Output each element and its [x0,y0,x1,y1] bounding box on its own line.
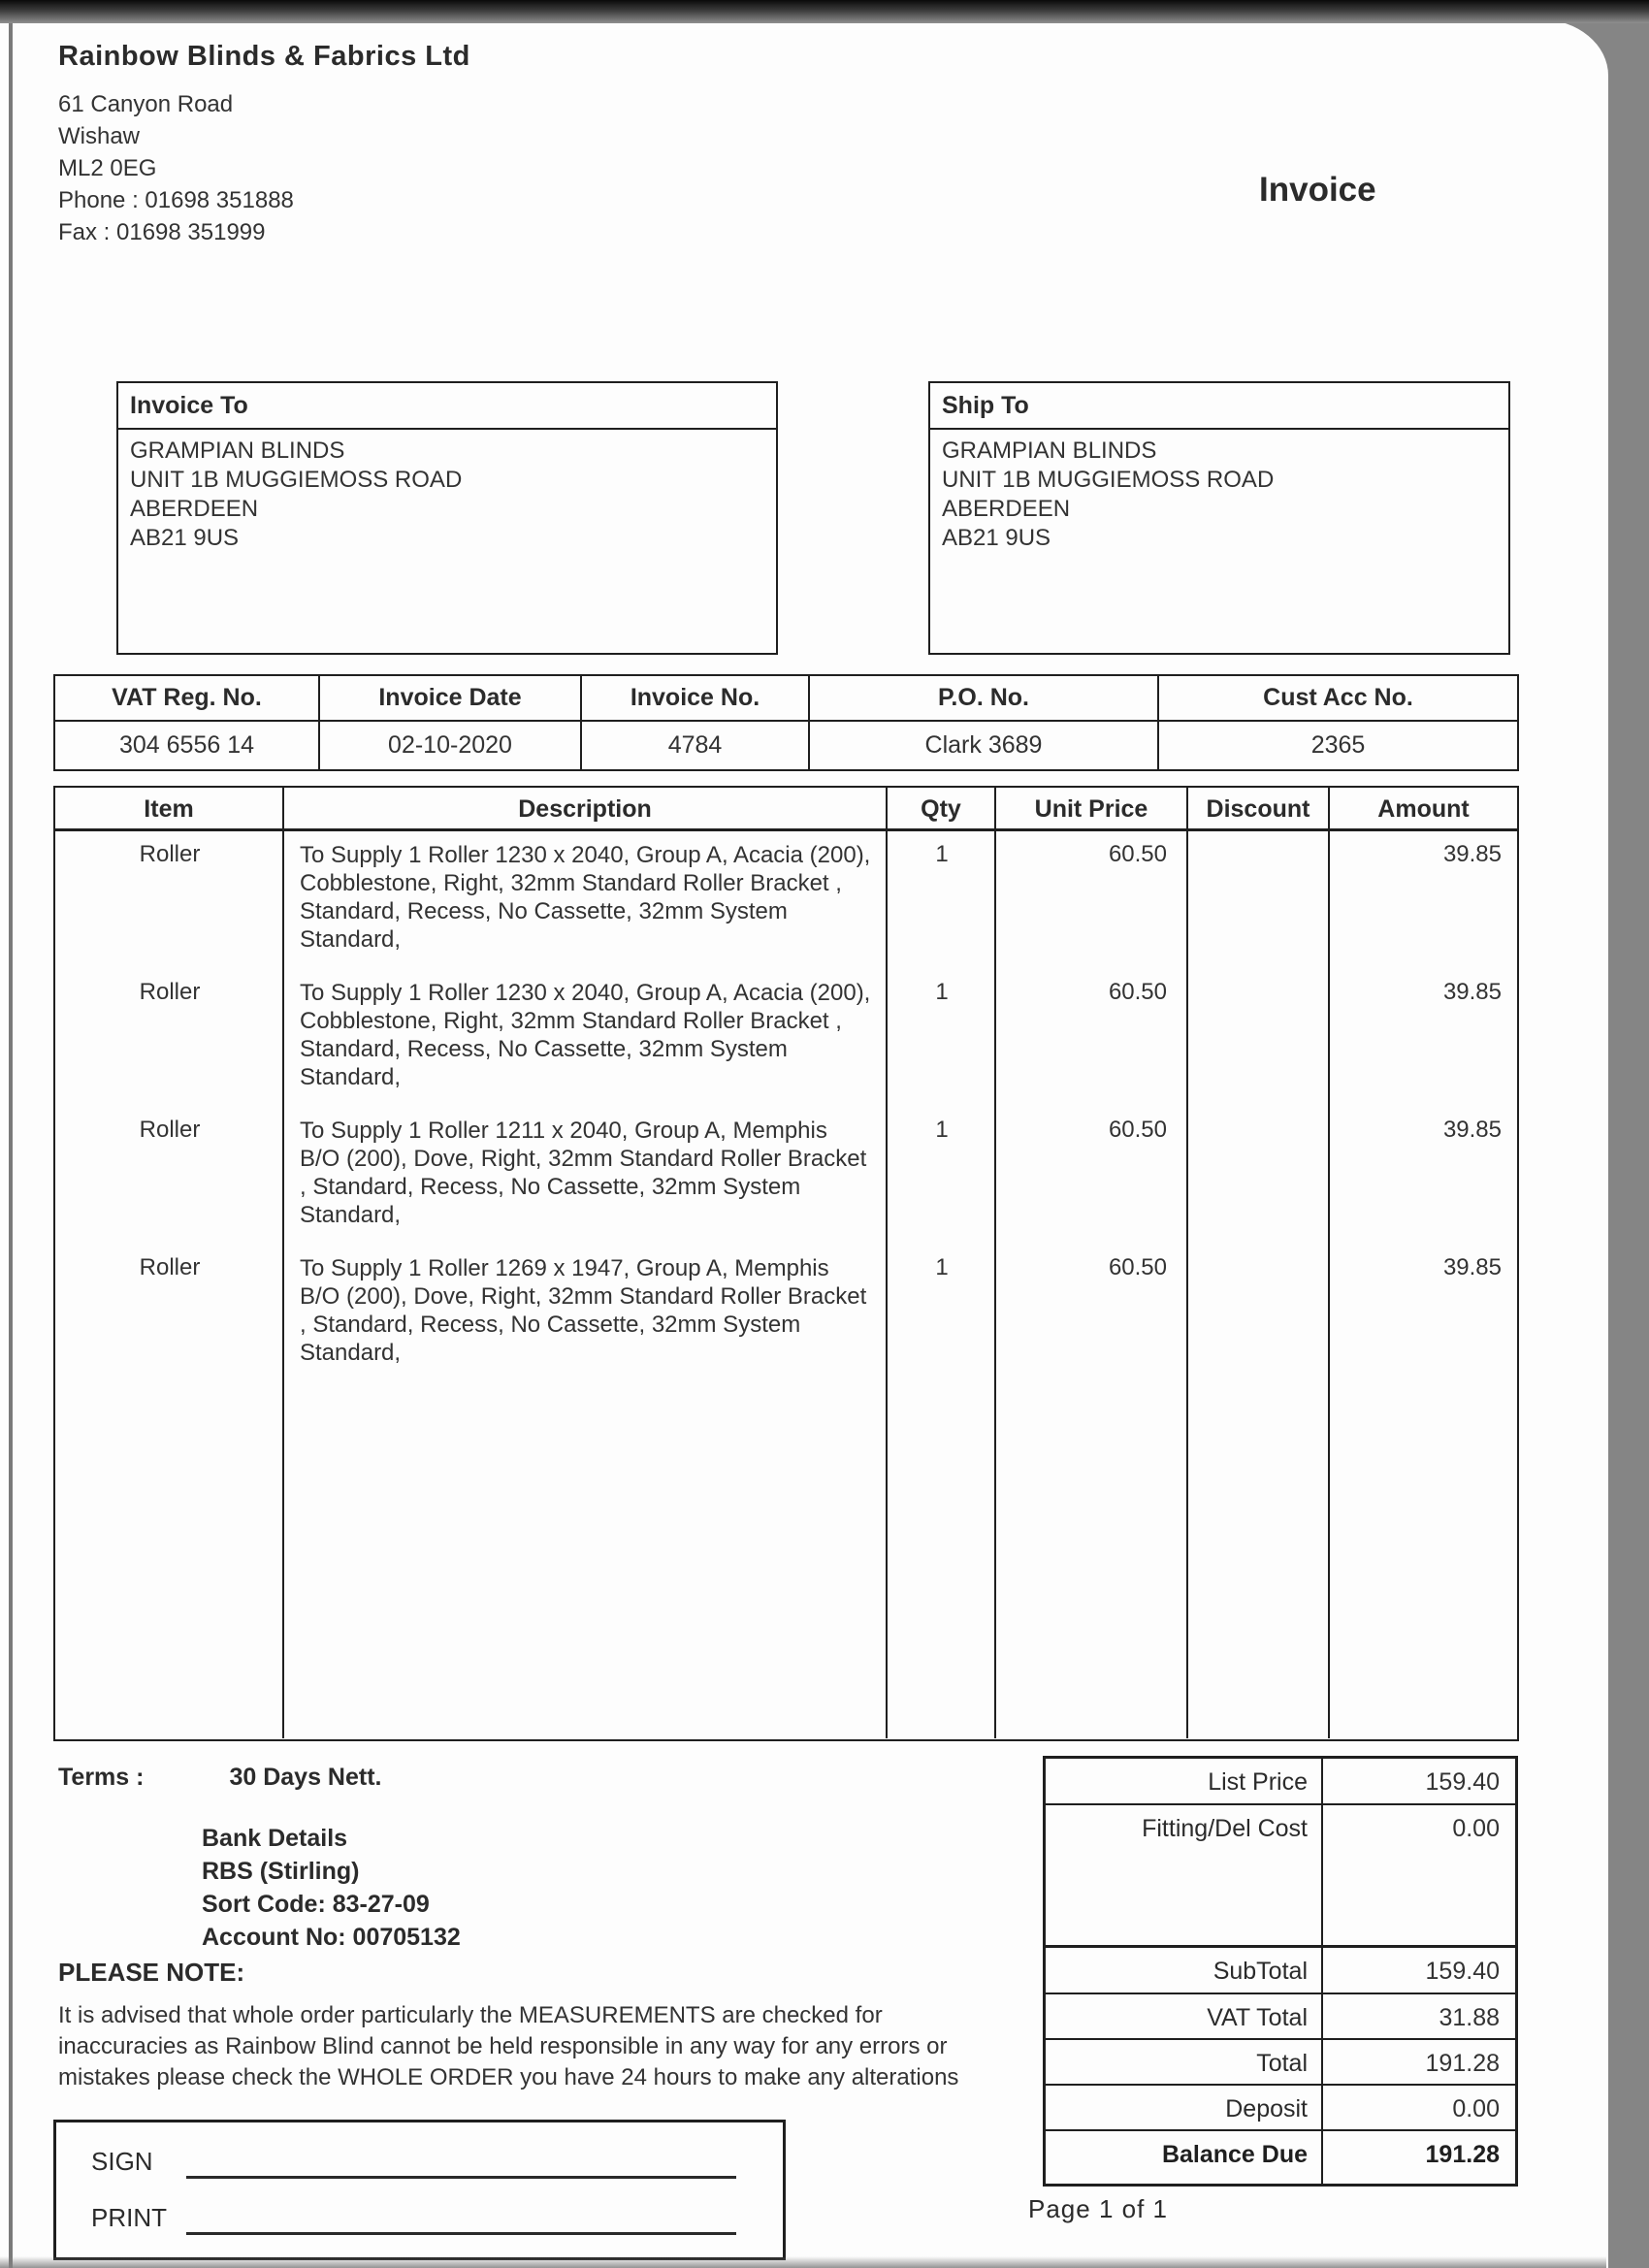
meta-value-po-no: Clark 3689 [810,722,1159,769]
totals-row-list-price [1046,1759,1515,1805]
column-divider [282,831,284,1738]
cell-item: Roller [139,979,201,1005]
totals-label: List Price [1046,1759,1323,1803]
cell-discount [1188,979,1330,1107]
cell-qty: 1 [935,1117,949,1143]
invoice-to-line: ABERDEEN [130,496,259,522]
sign-label: SIGN [91,2147,153,2176]
meta-value-cust-acc: 2365 [1310,731,1366,759]
totals-row-subtotal [1046,1948,1515,1994]
totals-label: Deposit [1046,2086,1323,2129]
company-address-line: 61 Canyon Road [58,91,234,117]
line-items-table [53,786,1519,1741]
totals-value: 191.28 [1425,2050,1500,2077]
meta-header-po-no: P.O. No. [810,676,1159,720]
totals-value: 159.40 [1425,1958,1500,1985]
cell-discount [1188,1117,1330,1245]
terms-label: Terms : [58,1764,145,1791]
totals-row-fitting-del [1046,1805,1515,1948]
cell-unit-price: 60.50 [1108,1254,1167,1280]
table-row [55,1107,1517,1245]
table-row [55,831,1517,969]
col-header-discount: Discount [1188,788,1330,828]
please-note-body: It is advised that whole order particularly the MEASUREMENTS are checked for inaccuracies as Rainbow Blind cannot be held responsible in any way for any errors or mistakes please check the WHOLE ORDER you have 24 hours to make any alterations [58,2002,959,2090]
col-header-qty: Qty [888,788,996,828]
scan-edge-top [0,0,1649,23]
totals-row-vat-total [1046,1994,1515,2040]
print-label: PRINT [91,2203,167,2232]
cell-qty: 1 [935,979,949,1005]
bank-sort-code: Sort Code: 83-27-09 [202,1891,430,1918]
invoice-to-line: GRAMPIAN BLINDS [130,437,345,464]
column-divider [886,831,888,1738]
page-number: Page 1 of 1 [1028,2194,1168,2223]
cell-unit-price: 60.50 [1108,1117,1167,1143]
bank-name: RBS (Stirling) [202,1858,360,1885]
cell-unit-price: 60.50 [1108,841,1167,867]
company-address-line: Wishaw [58,123,141,149]
totals-value: 0.00 [1452,2095,1500,2122]
line-items-body [55,831,1517,1738]
column-divider [994,831,996,1738]
meta-value-vat-reg: 304 6556 14 [55,722,320,769]
totals-row-total [1046,2040,1515,2086]
totals-label: SubTotal [1046,1948,1323,1993]
cell-description: To Supply 1 Roller 1211 x 2040, Group A, Memphis B/O (200), Dove, Right, 32mm Standard Roller Bracket , Standard, Recess, No Cassette, 32mm System Standard, [300,1118,867,1228]
meta-value-invoice-date: 02-10-2020 [320,722,582,769]
meta-value-invoice-no: 4784 [582,722,810,769]
company-address-line: ML2 0EG [58,155,157,181]
cell-description: To Supply 1 Roller 1269 x 1947, Group A, Memphis B/O (200), Dove, Right, 32mm Standard Roller Bracket , Standard, Recess, No Cassette, 32mm System Standard, [300,1255,867,1366]
column-divider [1328,831,1330,1738]
totals-label: VAT Total [1046,1994,1323,2038]
cell-qty: 1 [935,1254,949,1280]
meta-header-invoice-no: Invoice No. [582,676,810,720]
table-row [55,969,1517,1107]
meta-header-vat-reg: VAT Reg. No. [55,676,320,720]
cell-discount [1188,1254,1330,1382]
bank-details-block [202,1822,461,1954]
cell-item: Roller [139,1254,201,1280]
company-name: Rainbow Blinds & Fabrics Ltd [58,41,470,72]
totals-label: Fitting/Del Cost [1046,1805,1323,1945]
totals-value: 31.88 [1439,2004,1500,2031]
totals-table [1043,1756,1518,2187]
col-header-unit-price: Unit Price [996,788,1188,828]
cell-amount: 39.85 [1442,841,1502,867]
col-header-amount: Amount [1377,795,1470,823]
ship-to-line: GRAMPIAN BLINDS [942,437,1157,464]
invoice-to-line: UNIT 1B MUGGIEMOSS ROAD [130,467,463,493]
invoice-to-line: AB21 9US [130,525,240,551]
totals-label: Balance Due [1046,2131,1323,2184]
document-title: Invoice [1259,171,1376,209]
company-phone: Phone : 01698 351888 [58,187,294,213]
line-items-header-row [55,788,1517,831]
ship-to-label: Ship To [930,383,1508,430]
col-header-item: Item [55,788,284,828]
please-note-title: PLEASE NOTE: [58,1958,245,1987]
invoice-to-label: Invoice To [118,383,776,430]
sign-line [186,2136,736,2179]
bank-details-title: Bank Details [202,1825,348,1852]
company-fax: Fax : 01698 351999 [58,219,266,245]
cell-discount [1188,841,1330,969]
cell-item: Roller [139,1117,201,1143]
print-line [186,2192,736,2235]
bank-account-no: Account No: 00705132 [202,1924,461,1951]
totals-value: 159.40 [1425,1768,1500,1796]
cell-amount: 39.85 [1442,1254,1502,1280]
cell-amount: 39.85 [1442,1117,1502,1143]
meta-header-cust-acc: Cust Acc No. [1263,684,1413,711]
totals-row-balance-due [1046,2131,1515,2184]
scan-edge-bottom [0,2256,1606,2268]
ship-to-line: ABERDEEN [942,496,1071,522]
cell-unit-price: 60.50 [1108,979,1167,1005]
column-divider [1186,831,1188,1738]
invoice-meta-table [53,674,1519,771]
totals-value: 191.28 [1425,2141,1500,2168]
meta-header-invoice-date: Invoice Date [320,676,582,720]
invoice-to-box [116,381,778,655]
cell-description: To Supply 1 Roller 1230 x 2040, Group A, Acacia (200), Cobblestone, Right, 32mm Standard Roller Bracket , Standard, Recess, No Cassette, 32mm System Standard, [300,842,871,953]
ship-to-box [928,381,1510,655]
company-block [58,41,470,248]
terms-value: 30 Days Nett. [229,1764,382,1791]
cell-description: To Supply 1 Roller 1230 x 2040, Group A, Acacia (200), Cobblestone, Right, 32mm Standard Roller Bracket , Standard, Recess, No Cassette, 32mm System Standard, [300,980,871,1090]
cell-item: Roller [139,841,201,867]
ship-to-line: AB21 9US [942,525,1051,551]
signature-box [53,2120,786,2260]
col-header-description: Description [284,788,888,828]
ship-to-line: UNIT 1B MUGGIEMOSS ROAD [942,467,1275,493]
cell-qty: 1 [935,841,949,867]
table-row [55,1245,1517,1382]
cell-amount: 39.85 [1442,979,1502,1005]
totals-label: Total [1046,2040,1323,2084]
totals-value: 0.00 [1452,1815,1500,1842]
totals-row-deposit [1046,2086,1515,2131]
